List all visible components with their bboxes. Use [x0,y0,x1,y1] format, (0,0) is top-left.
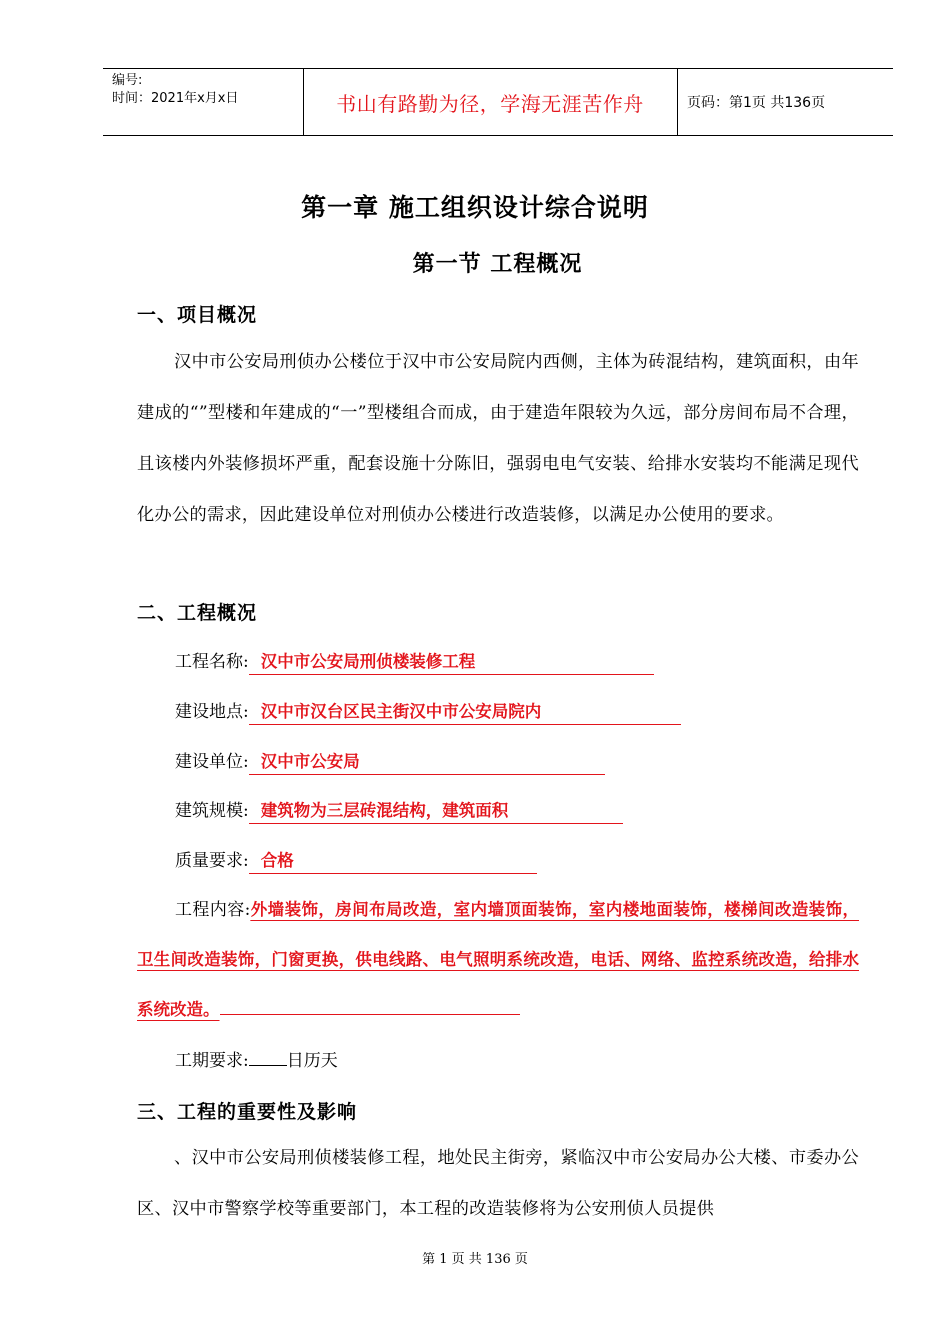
field-value: 汉中市公安局刑侦楼装修工程 [249,650,654,675]
time-label: 时间：2021年x月x日 [112,91,239,106]
field-label: 质量要求: [175,851,249,871]
field-label: 工程名称: [175,652,249,672]
number-label: 编号: [112,73,143,88]
field-period [175,1049,338,1073]
field-value: 外墙装饰，房间布局改造，室内墙顶面装饰，室内楼地面装饰，楼梯间改造装饰，卫生间改造装饰，门窗更换，供电线路、电气照明系统改造，电话、网络、监控系统改造，给排水系统改造。 [137,900,859,1019]
heading-project-overview: 一、项目概况 [137,304,258,326]
section-title: 第一节 工程概况 [412,252,583,277]
field-owner [175,750,605,775]
field-value: 汉中市公安局 [249,750,605,775]
importance-paragraph: 、汉中市公安局刑侦楼装修工程，地处民主街旁，紧临汉中市公安局办公大楼、市委办公区、汉中市警察学校等重要部门，本工程的改造装修将为公安刑侦人员提供 [137,1148,859,1219]
field-value: 日历天 [286,1051,338,1071]
field-scale [175,799,623,824]
field-location [175,700,681,725]
heading-engineering-overview: 二、工程概况 [137,602,258,624]
field-content [137,885,859,1035]
blank-line [249,1049,287,1066]
field-label: 建设地点: [175,702,249,722]
field-value: 合格 [249,849,537,874]
project-overview-paragraph: 汉中市公安局刑侦办公楼位于汉中市公安局院内西侧，主体为砖混结构，建筑面积，由年建成的“”型楼和年建成的“一”型楼组合而成，由于建造年限较为久远，部分房间布局不合理，且该楼内外装修损坏严重，配套设施十分陈旧，强弱电电气安装、给排水安装均不能满足现代化办公的需求，因此建设单位对刑侦办公楼进行改造装修，以满足办公使用的要求。 [137,352,859,525]
header-meta [112,72,238,108]
field-project-name [175,650,654,675]
underline-fill [220,1000,520,1015]
page-footer: 第 1 页 共 136 页 [422,1252,528,1267]
header-divider [677,69,678,135]
chapter-title: 第一章 施工组织设计综合说明 [301,193,649,222]
field-label: 工程内容: [175,900,251,920]
field-label: 工期要求: [175,1051,249,1071]
field-quality [175,849,537,874]
header-page-info: 页码：第1页 共136页 [687,95,826,111]
document-header [103,68,893,136]
field-label: 建设单位: [175,752,249,772]
field-value: 建筑物为三层砖混结构，建筑面积 [249,799,623,824]
field-value: 汉中市汉台区民主街汉中市公安局院内 [249,700,681,725]
header-motto: 书山有路勤为径，学海无涯苦作舟 [336,91,644,116]
heading-importance: 三、工程的重要性及影响 [137,1101,358,1123]
field-label: 建筑规模: [175,801,249,821]
